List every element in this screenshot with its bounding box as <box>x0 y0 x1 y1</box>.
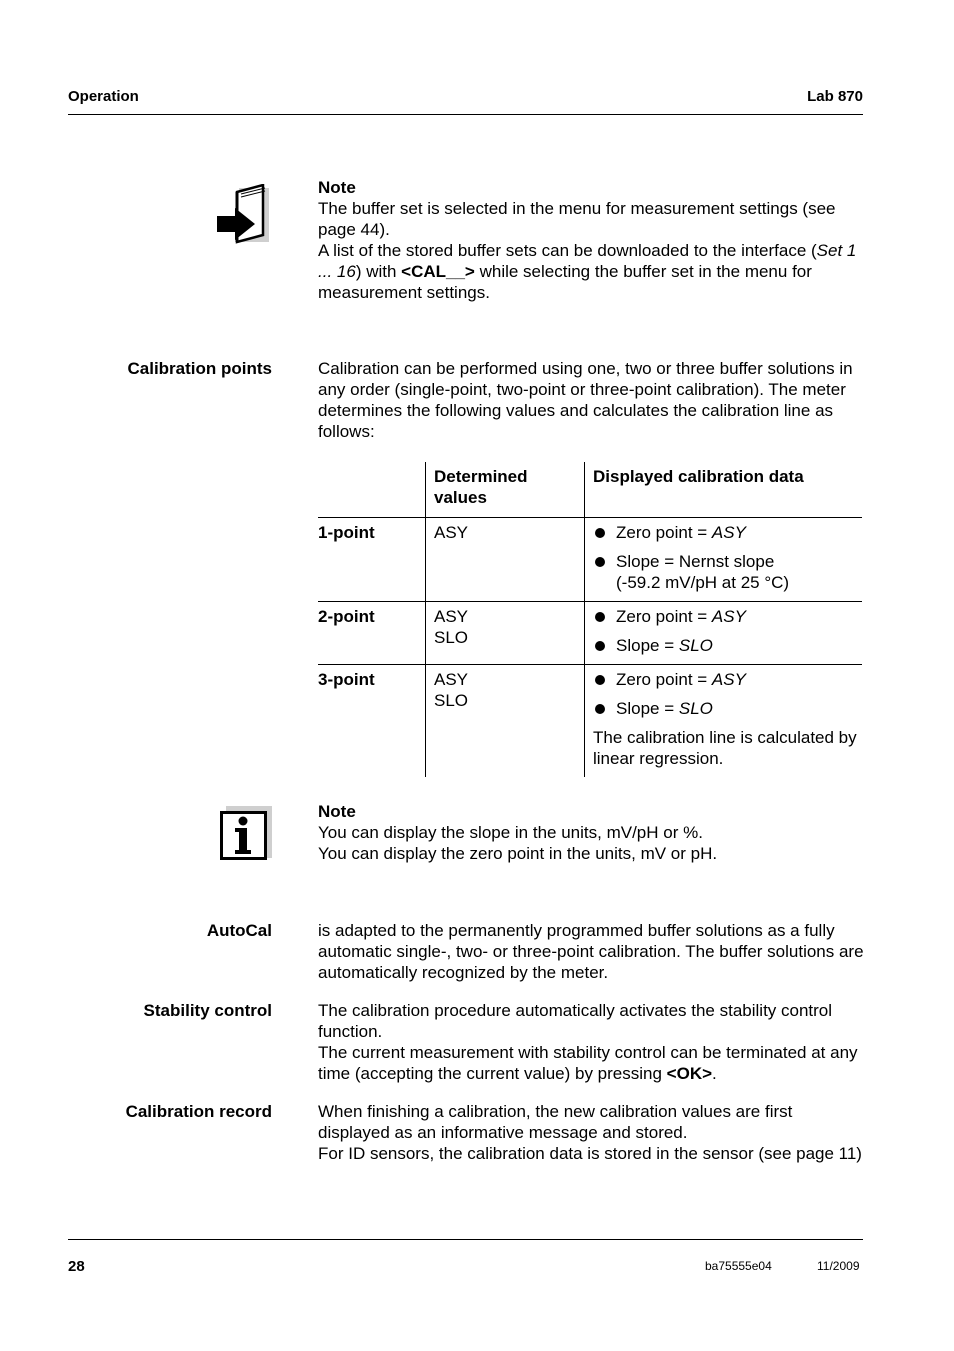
row-data <box>585 518 863 602</box>
calibration-record-text: When finishing a calibration, the new calibration values are first displayed as an informative message and stored. For ID sensors, the calibration data is stored in the sensor (see page 11) <box>318 1102 862 1163</box>
row-values: ASY SLO <box>426 602 585 665</box>
bullet-icon <box>595 675 605 685</box>
row-name: 3-point <box>318 665 426 778</box>
stability-control-text: The calibration procedure automatically activates the stability control function. The current measurement with stability control can be terminated at any time (accepting the current value) by pressing <OK>. <box>318 1001 858 1083</box>
calibration-points-label: Calibration points <box>127 359 272 378</box>
document-id: ba75555e04 <box>705 1259 772 1273</box>
calibration-table <box>318 462 862 777</box>
row-name: 1-point <box>318 518 426 602</box>
list-item: Zero point = ASY <box>593 669 862 690</box>
list-item: Slope = SLO <box>593 635 862 656</box>
note1-line2: A list of the stored buffer sets can be downloaded to the interface (Set 1 ... 16) with <CAL__> while selecting the buffer set in the menu for measurement settings. <box>318 241 857 302</box>
note2-line2: You can display the zero point in the units, mV or pH. <box>318 844 718 863</box>
table-row <box>318 518 862 602</box>
calibration-record-label: Calibration record <box>125 1102 272 1121</box>
note1-line1: The buffer set is selected in the menu for measurement settings (see page 44). <box>318 199 836 239</box>
note1 <box>318 177 866 303</box>
table-header-cell: Displayed calibration data <box>585 462 863 518</box>
calibration-points-text: Calibration can be performed using one, two or three buffer solutions in any order (single-point, two-point or three-point calibration). The meter determines the following values and calculates the calibration line as follows: <box>318 359 853 441</box>
list-item: Slope = Nernst slope (-59.2 mV/pH at 25 °C) <box>593 551 862 593</box>
table-header-cell <box>318 462 426 518</box>
table-header-cell: Determined values <box>426 462 585 518</box>
document-date: 11/2009 <box>817 1259 860 1273</box>
info-icon <box>220 806 272 860</box>
bullet-icon <box>595 557 605 567</box>
row-data <box>585 602 863 665</box>
stability-control-label: Stability control <box>143 1001 272 1020</box>
row-values: ASY SLO <box>426 665 585 778</box>
footer-rule <box>68 1239 863 1240</box>
note2-line1: You can display the slope in the units, mV/pH or %. <box>318 823 703 842</box>
note1-title: Note <box>318 178 356 197</box>
table-row <box>318 602 862 665</box>
list-item: Zero point = ASY <box>593 522 862 543</box>
header-rule <box>68 114 863 115</box>
bullet-icon <box>595 704 605 714</box>
header-section: Operation <box>68 88 139 105</box>
table-row <box>318 665 862 778</box>
book-arrow-icon <box>215 184 275 248</box>
list-item: Zero point = ASY <box>593 606 862 627</box>
list-item: Slope = SLO <box>593 698 862 719</box>
bullet-icon <box>595 612 605 622</box>
autocal-label: AutoCal <box>206 921 272 940</box>
header-product: Lab 870 <box>807 88 863 105</box>
note2-title: Note <box>318 802 356 821</box>
regression-note: The calibration line is calculated by linear regression. <box>593 728 857 768</box>
autocal-text: is adapted to the permanently programmed buffer solutions as a fully automatic single-, two- or three-point calibration. The buffer solutions are automatically recognized by the meter. <box>318 921 864 982</box>
table-header-row <box>318 462 862 518</box>
page-number: 28 <box>68 1258 85 1275</box>
note2 <box>318 801 866 864</box>
row-values: ASY <box>426 518 585 602</box>
bullet-icon <box>595 528 605 538</box>
row-data <box>585 665 863 778</box>
bullet-icon <box>595 641 605 651</box>
row-name: 2-point <box>318 602 426 665</box>
